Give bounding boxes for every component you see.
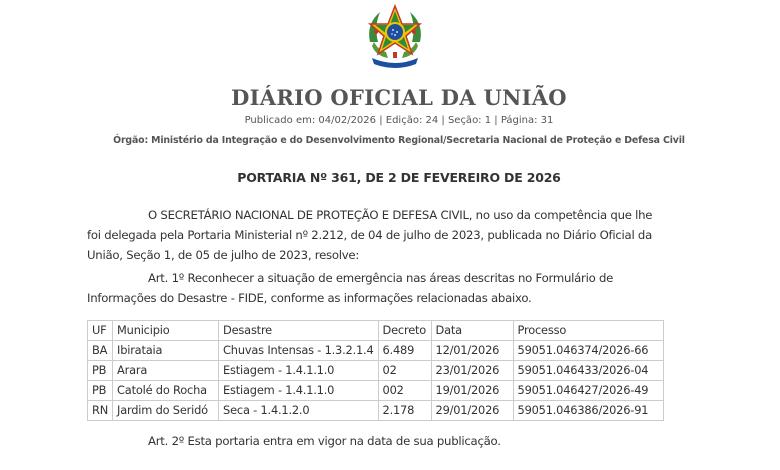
cell-municipio: Arara [113, 361, 219, 381]
article-1-paragraph: Art. 1º Reconhecer a situação de emergência nas áreas descritas no Formulário de Informações do Desastre - FIDE, conforme as informações relacionadas abaixo. [87, 271, 614, 305]
preamble-paragraph: O SECRETÁRIO NACIONAL DE PROTEÇÃO E DEFESA CIVIL, no uso da competência que lhe foi delegada pela Portaria Ministerial nº 2.212, de 04 de julho de 2023, publicada no Diário Oficial da União, Seção 1, de 05 de julho de 2023, resolve: [87, 208, 653, 262]
table-row [88, 341, 664, 361]
cell-processo: 59051.046374/2026-66 [513, 341, 663, 361]
cell-desastre: Seca - 1.4.1.2.0 [219, 401, 378, 421]
cell-uf: PB [88, 361, 113, 381]
cell-municipio: Jardim do Seridó [113, 401, 219, 421]
cell-decreto: 002 [378, 381, 431, 401]
document-body [87, 205, 667, 454]
header-municipio: Municipio [113, 321, 219, 341]
cell-data: 19/01/2026 [431, 381, 513, 401]
cell-decreto: 02 [378, 361, 431, 381]
header-decreto: Decreto [378, 321, 431, 341]
cell-decreto: 6.489 [378, 341, 431, 361]
cell-data: 23/01/2026 [431, 361, 513, 381]
cell-municipio: Catolé do Rocha [113, 381, 219, 401]
table-row [88, 381, 664, 401]
cell-desastre: Estiagem - 1.4.1.1.0 [219, 381, 378, 401]
masthead [0, 86, 780, 147]
cell-uf: RN [88, 401, 113, 421]
table-header-row [88, 321, 664, 341]
cell-data: 29/01/2026 [431, 401, 513, 421]
cell-uf: PB [88, 381, 113, 401]
cell-desastre: Chuvas Intensas - 1.3.2.1.4 [219, 341, 378, 361]
cell-desastre: Estiagem - 1.4.1.1.0 [219, 361, 378, 381]
table-row [88, 401, 664, 421]
cell-processo: 59051.046427/2026-49 [513, 381, 663, 401]
cell-decreto: 2.178 [378, 401, 431, 421]
cell-uf: BA [88, 341, 113, 361]
newspaper-title: DIÁRIO OFICIAL DA UNIÃO [231, 85, 567, 110]
cell-processo: 59051.046433/2026-04 [513, 361, 663, 381]
header-data: Data [431, 321, 513, 341]
disaster-table [87, 320, 664, 421]
header-uf: UF [88, 321, 113, 341]
cell-processo: 59051.046386/2026-91 [513, 401, 663, 421]
header-processo: Processo [513, 321, 663, 341]
cell-municipio: Ibirataia [113, 341, 219, 361]
article-2-paragraph: Art. 2º Esta portaria entra em vigor na data de sua publicação. [148, 434, 501, 448]
publication-info: Publicado em: 04/02/2026 | Edição: 24 | Seção: 1 | Página: 31 [244, 115, 554, 126]
portaria-title: PORTARIA Nº 361, DE 2 DE FEVEREIRO DE 2026 [237, 170, 561, 185]
brazil-coat-of-arms-icon [362, 2, 428, 70]
orgao-line: Órgão: Ministério da Integração e do Desenvolvimento Regional/Secretaria Nacional de Proteção e Defesa Civil [113, 135, 685, 146]
header-desastre: Desastre [219, 321, 378, 341]
cell-data: 12/01/2026 [431, 341, 513, 361]
table-row [88, 361, 664, 381]
